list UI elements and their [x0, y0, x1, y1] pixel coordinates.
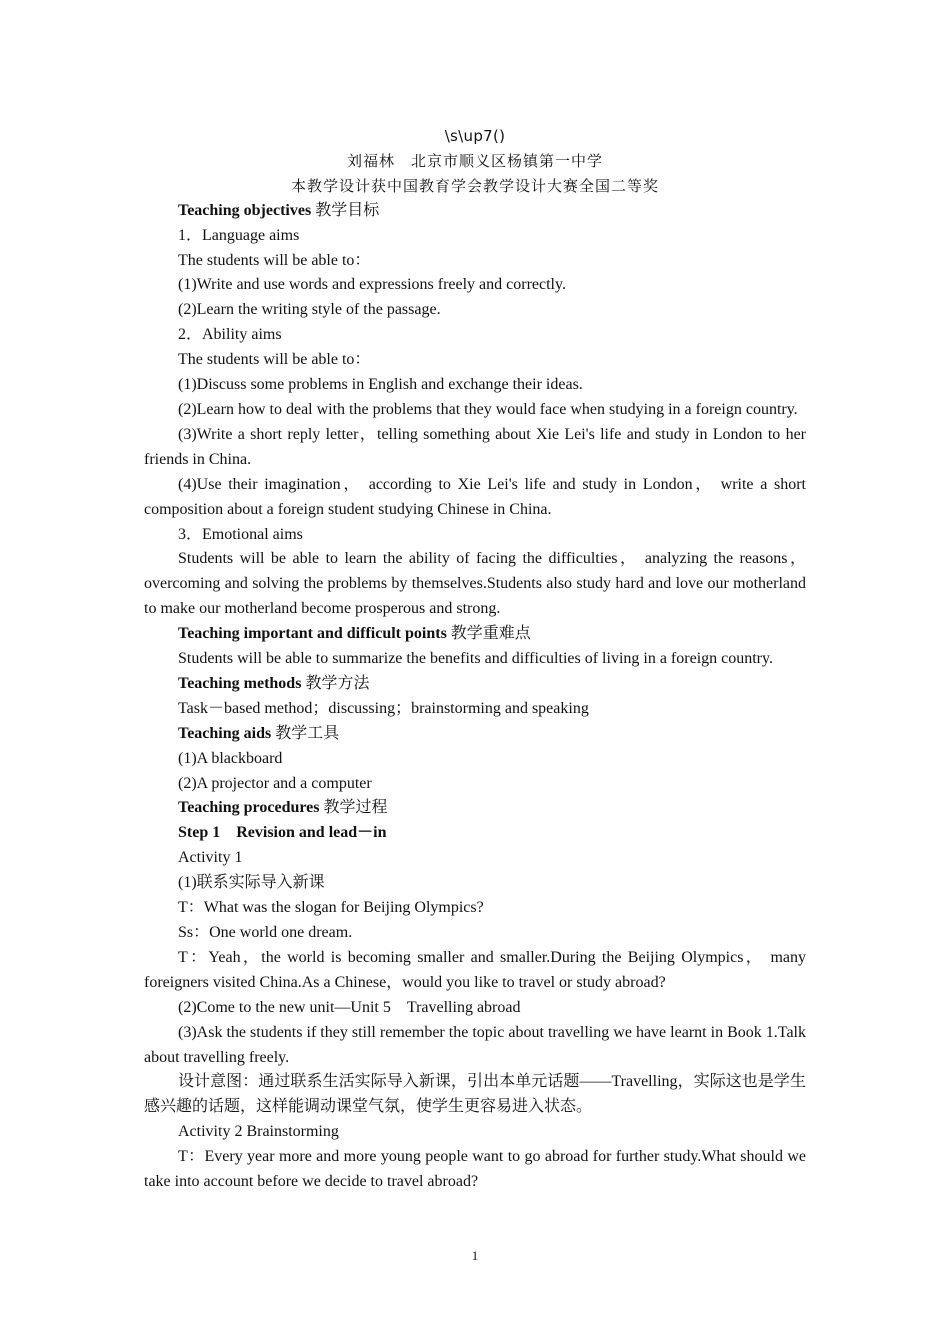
- activity2-text: T：Every year more and more young people want to go abroad for further study.What should we take into account before we decide to travel abroad?: [144, 1148, 806, 1191]
- emotional-aims-title: 3．Emotional aims: [178, 525, 303, 543]
- key-points-heading: Teaching important and difficult points 教学重难点: [178, 625, 531, 643]
- key-points-text: Students will be able to summarize the benefits and difficulties of living in a foreign country.: [178, 650, 773, 668]
- aid-item: (1)A blackboard: [178, 749, 283, 767]
- methods-text: Task－based method；discussing；brainstorming and speaking: [178, 699, 589, 717]
- language-aim-item: (2)Learn the writing style of the passage.: [178, 301, 441, 319]
- award-line: 本教学设计获中国教育学会教学设计大赛全国二等奖: [290, 176, 659, 195]
- aids-heading: Teaching aids 教学工具: [178, 724, 340, 742]
- emotional-aims-text: Students will be able to learn the ability of facing the difficulties， analyzing the reasons， overcoming and solving the problems by themselves.Students also study hard and love our motherland to make our motherland become prosperous and strong.: [144, 550, 806, 618]
- aid-item: (2)A projector and a computer: [178, 774, 372, 792]
- dialog-line: Ss：One world one dream.: [178, 924, 353, 941]
- author-line: 刘福林 北京市顺义区杨镇第一中学: [346, 151, 603, 170]
- design-intent: 设计意图：通过联系生活实际导入新课，引出本单元话题——Travelling，实际这也是学生感兴趣的话题，这样能调动课堂气氛，使学生更容易进入状态。: [144, 1073, 806, 1116]
- ability-aim-item: (4)Use their imagination， according to Xie Lei's life and study in London， write a short composition about a foreign student studying Chinese in China.: [144, 475, 806, 518]
- activity1-title: Activity 1: [178, 849, 243, 867]
- step1-heading: Step 1 Revision and lead－in: [178, 824, 387, 842]
- ability-aims-title: 2．Ability aims: [178, 326, 282, 344]
- ability-aim-item: (3)Write a short reply letter，telling something about Xie Lei's life and study in London to her friends in China.: [144, 425, 806, 468]
- language-aim-item: (1)Write and use words and expressions freely and correctly.: [178, 276, 566, 294]
- methods-heading: Teaching methods 教学方法: [178, 674, 370, 692]
- dialog-line: T：Yeah，the world is becoming smaller and smaller.During the Beijing Olympics， many foreigners visited China.As a Chinese，would you like to travel or study abroad?: [144, 948, 806, 991]
- ability-aims-intro: The students will be able to：: [178, 351, 371, 369]
- ability-aim-item: (2)Learn how to deal with the problems that they would face when studying in a foreign country.: [178, 400, 798, 418]
- activity2-title: Activity 2 Brainstorming: [178, 1123, 339, 1141]
- objectives-heading: Teaching objectives 教学目标: [178, 201, 380, 219]
- ability-aim-item: (1)Discuss some problems in English and exchange their ideas.: [178, 376, 583, 394]
- procedures-heading: Teaching procedures 教学过程: [178, 799, 388, 817]
- activity1-item: (2)Come to the new unit—Unit 5 Travelling abroad: [178, 998, 521, 1016]
- language-aims-intro: The students will be able to：: [178, 251, 371, 269]
- page-number: 1: [471, 1248, 479, 1263]
- field-code: \s\up7(): [444, 127, 506, 145]
- language-aims-title: 1．Language aims: [178, 226, 300, 244]
- document-body: [144, 124, 806, 1195]
- activity1-item: (3)Ask the students if they still remember the topic about travelling we have learnt in Book 1.Talk about travelling freely.: [144, 1023, 806, 1066]
- activity1-item: (1)联系实际导入新课: [178, 874, 325, 892]
- dialog-line: T：What was the slogan for Beijing Olympics?: [178, 899, 484, 917]
